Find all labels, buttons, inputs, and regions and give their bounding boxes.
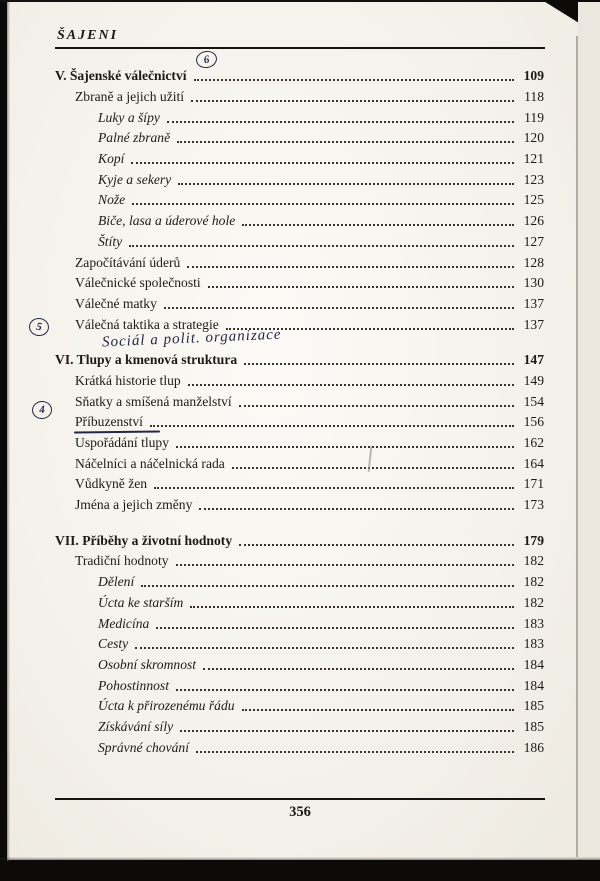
header-rule [55, 47, 545, 49]
toc-entry [55, 391, 544, 412]
toc-entry-label: Tradiční hodnoty [75, 553, 169, 569]
toc-entry-page-number: 109 [523, 68, 544, 84]
toc-entry-page-number: 127 [523, 233, 544, 249]
scan-edge-right-line [576, 36, 578, 857]
toc-entry-label: Cesty [98, 636, 129, 652]
toc-entry-page-number: 184 [523, 656, 544, 672]
toc-entry-page-number: 185 [523, 698, 544, 714]
dot-leader [187, 266, 514, 268]
toc-entry-page-number: 126 [523, 213, 544, 229]
toc-entry [55, 190, 544, 211]
dot-leader [239, 544, 514, 546]
scan-edge-top [0, 0, 596, 2]
toc-entry-page-number: 123 [523, 171, 544, 187]
toc-entry-label: Nože [98, 192, 126, 208]
dot-leader [239, 405, 514, 407]
toc-entry [55, 169, 544, 190]
toc-entry [55, 593, 544, 614]
scan-edge-left [0, 0, 7, 881]
dot-leader [167, 121, 514, 123]
dot-leader [242, 709, 514, 711]
dot-leader [135, 647, 514, 649]
toc-entry-label: Krátká historie tlup [75, 372, 181, 388]
dot-leader [141, 585, 514, 587]
running-header: ŠAJENI [57, 28, 119, 43]
toc-entry-page-number: 179 [523, 532, 544, 548]
dot-leader [176, 446, 514, 448]
toc-entry-page-number: 119 [524, 109, 544, 125]
toc-entry-label: Biče, lasa a úderové hole [98, 213, 236, 229]
toc-entry-page-number: 164 [523, 455, 544, 471]
dot-leader [199, 508, 514, 510]
toc-entry-page-number: 137 [523, 316, 544, 332]
toc-entry-label: Kyje a sekery [98, 171, 172, 187]
toc-entry [55, 371, 544, 392]
dot-leader [129, 245, 514, 247]
dot-leader [208, 286, 514, 288]
toc-entry-page-number: 162 [523, 435, 544, 451]
toc-entry-label: Zbraně a jejich užití [75, 89, 185, 105]
toc-entry-label: Získávání síly [98, 718, 174, 734]
toc-entry-label: Kopí [98, 151, 125, 167]
toc-entry-label: VI. Tlupy a kmenová struktura [55, 352, 238, 368]
scan-edge-right-tint [578, 2, 600, 860]
toc-entry-label: Dělení [98, 574, 135, 590]
toc-entry-label: Válečné matky [75, 295, 157, 311]
toc-entry-page-number: 118 [524, 89, 544, 105]
toc-entry-label: Sňatky a smíšená manželství [75, 393, 232, 409]
toc-entry-label: Pohostinnost [98, 677, 169, 693]
toc-entry-page-number: 137 [523, 295, 544, 311]
toc-entry [55, 655, 544, 676]
toc-entry-page-number: 171 [523, 476, 544, 492]
toc-entry [55, 675, 544, 696]
toc-entry-page-number: 128 [523, 254, 544, 270]
toc-entry [55, 737, 544, 758]
toc-entry-label: Válečnické společnosti [75, 275, 201, 291]
toc-entry-page-number: 185 [523, 718, 544, 734]
toc-entry [55, 128, 544, 149]
toc-entry-page-number: 182 [523, 594, 544, 610]
toc-entry [55, 252, 544, 273]
toc-entry-label: Medicína [98, 615, 150, 631]
dot-leader [178, 183, 514, 185]
toc-entry-label: Vůdkyně žen [75, 476, 148, 492]
dot-leader [176, 564, 514, 566]
toc-entry [55, 551, 544, 572]
toc-entry-page-number: 173 [523, 497, 544, 513]
dot-leader [188, 384, 514, 386]
dot-leader [164, 307, 514, 309]
toc-entry [55, 350, 544, 371]
toc-entry-label: Palné zbraně [98, 130, 171, 146]
toc-entry-label: Válečná taktika a strategie [75, 316, 219, 332]
dot-leader [180, 730, 514, 732]
toc-entry [55, 495, 544, 516]
toc-entry-label: V. Šajenské válečnictví [55, 68, 187, 84]
toc-entry [55, 613, 544, 634]
toc-entry [55, 107, 544, 128]
toc-entry [55, 294, 544, 315]
table-of-contents [55, 66, 544, 758]
toc-entry-label: Úcta ke starším [98, 594, 184, 610]
toc-entry-page-number: 121 [523, 151, 544, 167]
scan-edge-bottom [0, 860, 600, 881]
dot-leader [196, 751, 514, 753]
dot-leader [203, 668, 514, 670]
toc-entry-page-number: 125 [523, 192, 544, 208]
dot-leader [191, 100, 514, 102]
toc-entry-label: Příbuzenství [75, 414, 143, 430]
footer-page-number: 356 [289, 804, 311, 820]
toc-entry-page-number: 120 [523, 130, 544, 146]
toc-entry [55, 474, 544, 495]
toc-entry [55, 634, 544, 655]
toc-entry-page-number: 183 [523, 615, 544, 631]
toc-entry-page-number: 184 [523, 677, 544, 693]
handwritten-circled-number-4: 4 [31, 400, 52, 419]
toc-entry [55, 273, 544, 294]
dot-leader [132, 203, 514, 205]
toc-entry-label: Správné chování [98, 739, 189, 755]
toc-entry-page-number: 186 [523, 739, 544, 755]
toc-entry-label: Úcta k přirozenému řádu [98, 698, 235, 714]
dot-leader [131, 162, 514, 164]
toc-entry [55, 211, 544, 232]
toc-entry [55, 572, 544, 593]
footer-rule [55, 798, 545, 800]
toc-entry-page-number: 130 [523, 275, 544, 291]
dot-leader [154, 487, 514, 489]
dot-leader [150, 425, 514, 427]
toc-entry-page-number: 182 [523, 553, 544, 569]
toc-entry [55, 433, 544, 454]
toc-entry-label: Náčelníci a náčelnická rada [75, 455, 225, 471]
toc-entry-page-number: 149 [523, 372, 544, 388]
toc-entry-label: VII. Příběhy a životní hodnoty [55, 532, 233, 548]
toc-entry-page-number: 156 [523, 414, 544, 430]
toc-entry-label: Započítávání úderů [75, 254, 181, 270]
toc-entry-page-number: 183 [523, 636, 544, 652]
toc-entry-label: Osobní skromnost [98, 656, 197, 672]
toc-entry [55, 530, 544, 551]
toc-entry-label: Luky a šípy [98, 109, 160, 125]
dot-leader [244, 363, 514, 365]
toc-entry [55, 232, 544, 253]
handwritten-margin-note: Sociál a polit. organizace [101, 326, 282, 351]
toc-entry [55, 412, 544, 433]
scan-edge-left-shadow [7, 0, 10, 881]
handwritten-circled-number-5: 5 [28, 317, 50, 337]
toc-entry-page-number: 147 [523, 352, 544, 368]
toc-entry [55, 453, 544, 474]
toc-entry-page-number: 154 [523, 393, 544, 409]
toc-entry-label: Jména a jejich změny [75, 497, 193, 513]
toc-entry [55, 66, 544, 87]
dot-leader [156, 627, 514, 629]
dot-leader [242, 224, 514, 226]
toc-entry-page-number: 182 [523, 574, 544, 590]
dot-leader [176, 689, 514, 691]
toc-entry-label: Uspořádání tlupy [75, 435, 170, 451]
toc-entry-label: Štíty [98, 233, 123, 249]
toc-entry [55, 149, 544, 170]
dot-leader [194, 79, 514, 81]
dot-leader [177, 141, 514, 143]
dot-leader [190, 606, 514, 608]
dot-leader [232, 467, 514, 469]
handwritten-circled-number-6: 6 [195, 49, 219, 69]
toc-entry [55, 696, 544, 717]
toc-entry [55, 717, 544, 738]
toc-entry [55, 87, 544, 108]
